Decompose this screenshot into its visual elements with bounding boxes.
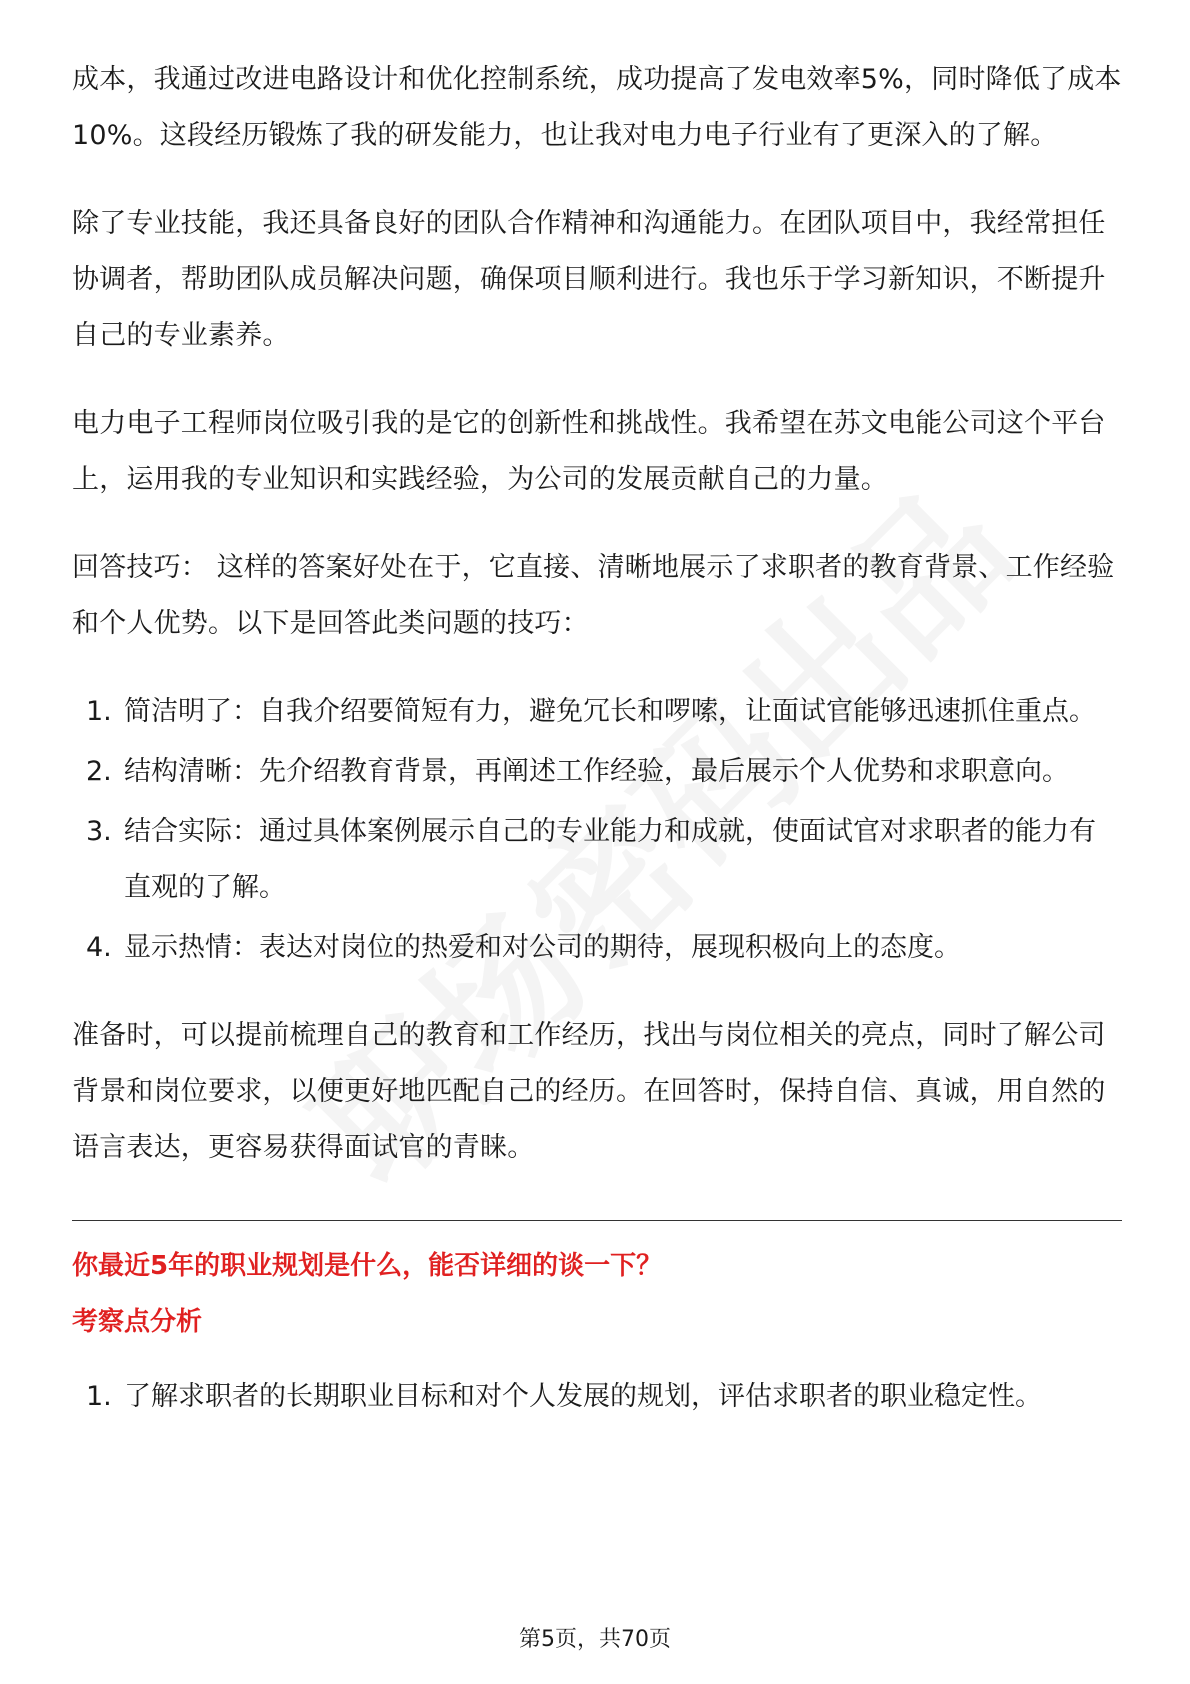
section-divider — [72, 1220, 1122, 1221]
document-page — [72, 52, 1122, 1457]
page-footer: 第5页，共70页 — [519, 1627, 671, 1652]
paragraph-motivation: 电力电子工程师岗位吸引我的是它的创新性和挑战性。我希望在苏文电能公司这个平台上，运用我的专业知识和实践经验，为公司的发展贡献自己的力量。 — [72, 408, 1106, 495]
list-text: 了解求职者的长期职业目标和对个人发展的规划，评估求职者的职业稳定性。 — [124, 1381, 1042, 1412]
list-item — [72, 1369, 1122, 1425]
list-item — [72, 744, 1122, 800]
list-text: 结合实际：通过具体案例展示自己的专业能力和成就，使面试官对求职者的能力有直观的了解。 — [124, 816, 1096, 903]
list-item — [72, 684, 1122, 740]
list-text: 显示热情：表达对岗位的热爱和对公司的期待，展现积极向上的态度。 — [124, 932, 961, 963]
list-number: 3. — [86, 816, 112, 847]
paragraph-tips-intro: 回答技巧： 这样的答案好处在于，它直接、清晰地展示了求职者的教育背景、工作经验和个人优势。以下是回答此类问题的技巧： — [72, 552, 1115, 639]
question-title: 你最近5年的职业规划是什么，能否详细的谈一下？ — [72, 1251, 663, 1281]
analysis-heading: 考察点分析 — [72, 1307, 203, 1337]
list-number: 1. — [86, 1381, 112, 1412]
tips-list — [72, 684, 1122, 976]
paragraph-experience: 成本，我通过改进电路设计和优化控制系统，成功提高了发电效率5%，同时降低了成本10%。这段经历锻炼了我的研发能力，也让我对电力电子行业有了更深入的了解。 — [72, 64, 1122, 151]
list-number: 2. — [86, 756, 112, 787]
list-number: 1. — [86, 696, 112, 727]
list-text: 结构清晰：先介绍教育背景，再阐述工作经验，最后展示个人优势和求职意向。 — [124, 756, 1069, 787]
list-item — [72, 804, 1122, 916]
list-number: 4. — [86, 932, 112, 963]
analysis-list — [72, 1369, 1122, 1425]
paragraph-teamwork: 除了专业技能，我还具备良好的团队合作精神和沟通能力。在团队项目中，我经常担任协调者，帮助团队成员解决问题，确保项目顺利进行。我也乐于学习新知识，不断提升自己的专业素养。 — [72, 208, 1106, 351]
list-text: 简洁明了：自我介绍要简短有力，避免冗长和啰嗦，让面试官能够迅速抓住重点。 — [124, 696, 1096, 727]
paragraph-preparation: 准备时，可以提前梳理自己的教育和工作经历，找出与岗位相关的亮点，同时了解公司背景和岗位要求，以便更好地匹配自己的经历。在回答时，保持自信、真诚，用自然的语言表达，更容易获得面试官的青睐。 — [72, 1020, 1106, 1163]
list-item — [72, 920, 1122, 976]
